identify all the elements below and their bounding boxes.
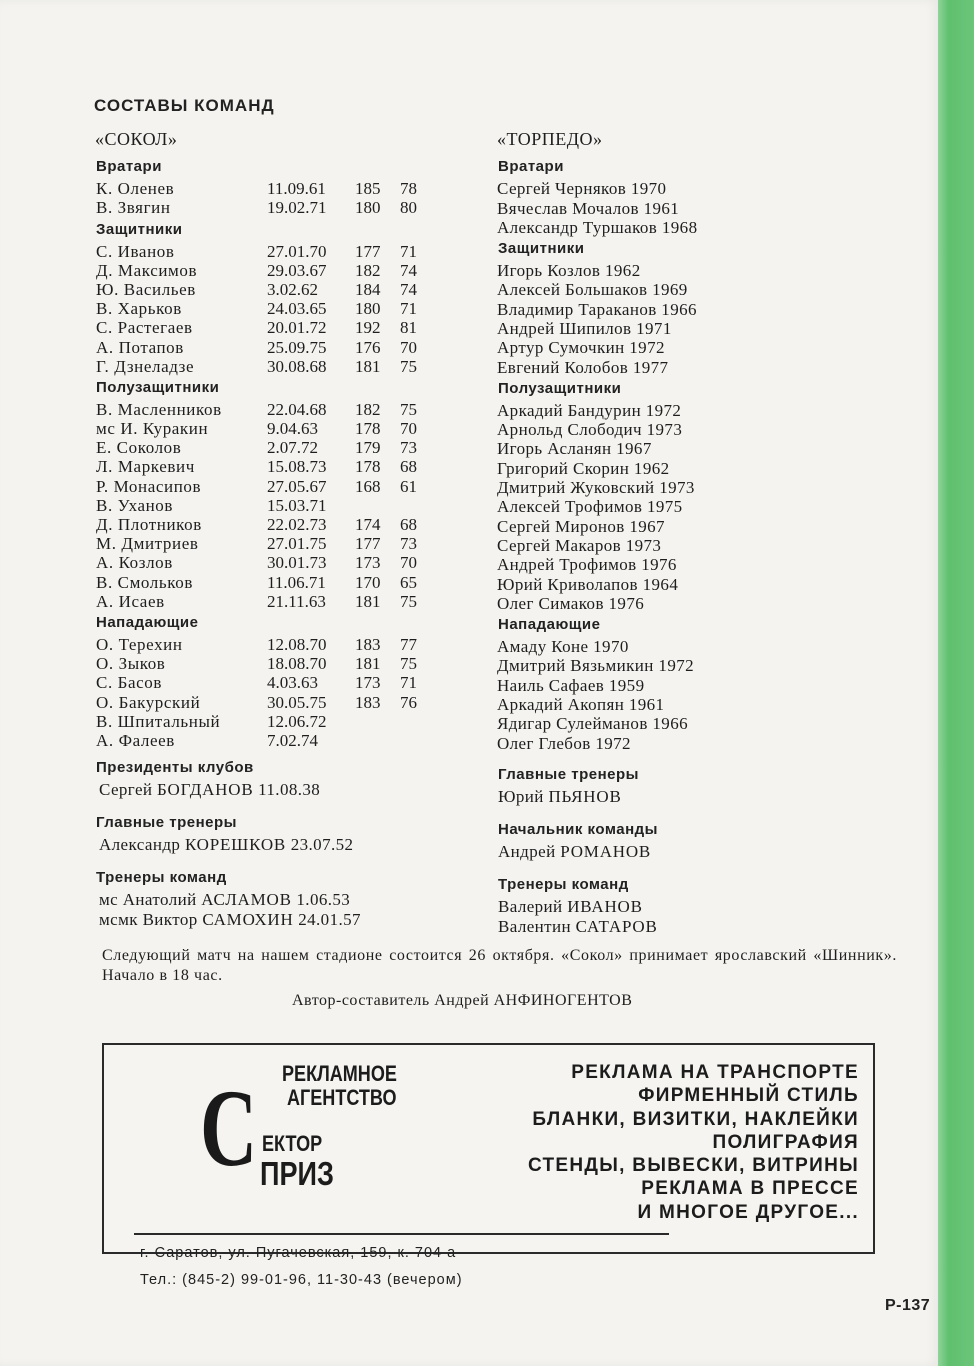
staff-last-name: ИВАНОВ (567, 897, 643, 917)
player-birthdate: 11.06.71 (267, 572, 326, 592)
player-height: 173 (355, 553, 381, 573)
ad-phone: Тел.: (845-2) 99-01-96, 11-30-43 (вечером) (140, 1272, 463, 1288)
player-row: Андрей Трофимов 1976 (497, 555, 677, 575)
player-row: Андрей Шипилов 1971 (497, 318, 672, 338)
service-item: ФИРМЕННЫЙ СТИЛЬ (638, 1085, 859, 1107)
player-birthdate: 20.01.72 (267, 318, 327, 338)
player-row (95, 731, 455, 750)
player-birthdate: 2.07.72 (267, 438, 318, 458)
player-height: 176 (355, 337, 381, 357)
team-name-torpedo: «ТОРПЕДО» (497, 129, 603, 149)
forwards-list (95, 635, 455, 750)
head-coach-entry (498, 787, 877, 806)
player-row: Аркадий Акопян 1961 (497, 695, 665, 715)
president-entry (99, 780, 455, 799)
player-row: Артур Сумочкин 1972 (497, 338, 665, 358)
player-height: 178 (355, 419, 381, 439)
player-name: А. Фалеев (96, 730, 175, 750)
divider (134, 1233, 669, 1235)
player-weight: 76 (400, 692, 417, 712)
coach-entry (498, 897, 877, 916)
player-row: Сергей Миронов 1967 (497, 516, 665, 536)
player-birthdate: 12.06.72 (267, 711, 327, 731)
section-midfielders: Полузащитники (96, 378, 220, 396)
player-name: В. Смольков (96, 572, 193, 592)
player-row: Владимир Тараканов 1966 (497, 299, 697, 319)
player-row: Игорь Козлов 1962 (497, 261, 641, 281)
player-height: 183 (355, 634, 381, 654)
staff-last-name: ПЬЯНОВ (548, 786, 622, 806)
section-defenders: Защитники (498, 240, 585, 258)
section-team-chief: Начальник команды (498, 821, 658, 839)
section-presidents: Президенты клубов (96, 759, 254, 777)
player-weight: 75 (400, 356, 417, 376)
service-item: СТЕНДЫ, ВЫВЕСКИ, ВИТРИНЫ (527, 1155, 859, 1177)
player-birthdate: 27.05.67 (267, 476, 327, 496)
player-row (95, 592, 455, 611)
staff-first-name: Сергей (99, 780, 153, 800)
player-row (95, 438, 455, 457)
player-birthdate: 22.02.73 (267, 515, 327, 535)
player-row (95, 400, 455, 419)
player-birthdate: 30.05.75 (267, 692, 327, 712)
player-name: Д. Максимов (96, 260, 198, 280)
player-name: С. Растегаев (96, 318, 193, 338)
player-name: К. Оленев (96, 179, 175, 199)
player-name: В. Харьков (96, 299, 182, 319)
player-row: Евгений Колобов 1977 (497, 357, 669, 377)
player-weight: 70 (400, 419, 417, 439)
staff-first-name: мсмк Виктор (99, 909, 198, 929)
player-height: 192 (355, 318, 381, 338)
player-weight: 75 (400, 399, 417, 419)
player-birthdate: 24.03.65 (267, 299, 327, 319)
player-birthdate: 18.08.70 (267, 654, 327, 674)
player-name: А. Исаев (96, 591, 165, 611)
logo-text-line: АГЕНТСТВО (287, 1085, 397, 1110)
midfielders-list (497, 401, 877, 613)
midfielders-list (95, 400, 455, 611)
player-height: 180 (355, 198, 381, 218)
player-weight: 68 (400, 457, 417, 477)
player-row: Наиль Сафаев 1959 (497, 675, 645, 695)
player-height: 174 (355, 515, 381, 535)
player-birthdate: 30.08.68 (267, 356, 327, 376)
player-birthdate: 7.02.74 (267, 730, 318, 750)
service-item: РЕКЛАМА НА ТРАНСПОРТЕ (571, 1062, 859, 1083)
player-height: 185 (355, 179, 381, 199)
player-name: В. Шпитальный (96, 711, 221, 731)
page-code: Р-137 (885, 1297, 931, 1314)
player-name: Е. Соколов (96, 438, 182, 458)
player-row (95, 573, 455, 592)
section-head-coaches: Главные тренеры (96, 814, 237, 832)
sokol-column (95, 130, 455, 935)
player-name: В. Масленников (96, 399, 222, 419)
logo-text-line: ПРИЗ (260, 1155, 334, 1192)
staff-date: 24.01.57 (298, 909, 361, 929)
player-row (95, 553, 455, 572)
staff-first-name: Юрий (498, 786, 544, 806)
player-name: Ю. Васильев (96, 279, 196, 299)
staff-date: 1.06.53 (296, 890, 351, 910)
player-row: Амаду Коне 1970 (497, 637, 629, 657)
advertisement-box (102, 1043, 875, 1254)
defenders-list (497, 261, 877, 377)
staff-first-name: Андрей (498, 842, 556, 862)
player-row: Сергей Черняков 1970 (497, 179, 667, 199)
player-row: Олег Симаков 1976 (497, 593, 645, 613)
player-name: Г. Дзнеладзе (96, 356, 195, 376)
player-weight: 61 (400, 476, 417, 496)
player-row (95, 477, 455, 496)
player-name: В. Уханов (96, 495, 174, 515)
team-chief-entry (498, 842, 877, 861)
player-name: А. Козлов (96, 553, 173, 573)
player-weight: 80 (400, 198, 417, 218)
goalkeepers-list (95, 179, 455, 217)
section-head-coaches: Главные тренеры (498, 765, 639, 783)
player-birthdate: 9.04.63 (267, 419, 318, 439)
player-birthdate: 19.02.71 (267, 198, 327, 218)
player-height: 181 (355, 654, 381, 674)
player-birthdate: 29.03.67 (267, 260, 327, 280)
player-height: 170 (355, 572, 381, 592)
player-row (95, 635, 455, 654)
player-row: Аркадий Бандурин 1972 (497, 400, 682, 420)
player-name: С. Иванов (96, 241, 175, 261)
player-row: Александр Туршаков 1968 (497, 217, 698, 237)
player-weight: 77 (400, 634, 417, 654)
player-name: Л. Маркевич (96, 457, 195, 477)
player-row (95, 693, 455, 712)
player-name: С. Басов (96, 673, 163, 693)
player-height: 180 (355, 299, 381, 319)
player-row (95, 654, 455, 673)
player-row (95, 299, 455, 318)
goalkeepers-list (497, 179, 877, 237)
player-row: Дмитрий Вязьмикин 1972 (497, 656, 695, 676)
staff-date: 11.08.38 (258, 780, 321, 800)
player-row: Григорий Скорин 1962 (497, 458, 670, 478)
player-birthdate: 27.01.70 (267, 241, 327, 261)
player-birthdate: 15.08.73 (267, 457, 327, 477)
staff-last-name: САМОХИН (202, 909, 294, 929)
player-row (95, 712, 455, 731)
player-height: 182 (355, 399, 381, 419)
player-name: О. Зыков (96, 654, 166, 674)
coach-entry (99, 890, 455, 909)
player-row (95, 496, 455, 515)
player-weight: 78 (400, 179, 417, 199)
player-birthdate: 4.03.63 (267, 673, 318, 693)
team-name-sokol: «СОКОЛ» (95, 129, 178, 149)
section-goalkeepers: Вратари (498, 158, 564, 176)
player-birthdate: 3.02.62 (267, 279, 318, 299)
section-forwards: Нападающие (96, 613, 199, 631)
player-row: Дмитрий Жуковский 1973 (497, 478, 695, 498)
staff-date: 23.07.52 (290, 835, 354, 855)
player-row: Вячеслав Мочалов 1961 (497, 198, 680, 218)
player-row (95, 242, 455, 261)
player-birthdate: 15.03.71 (267, 495, 327, 515)
player-row: Олег Глебов 1972 (497, 733, 631, 753)
staff-last-name: РОМАНОВ (560, 842, 652, 862)
player-birthdate: 30.01.73 (267, 553, 327, 573)
player-birthdate: 25.09.75 (267, 337, 327, 357)
player-weight: 70 (400, 337, 417, 357)
player-weight: 68 (400, 515, 417, 535)
player-row (95, 357, 455, 376)
logo-text-line: ЕКТОР (262, 1131, 323, 1156)
player-height: 173 (355, 673, 381, 693)
staff-last-name: КОРЕШКОВ (184, 835, 287, 855)
player-height: 178 (355, 457, 381, 477)
staff-first-name: Валентин (498, 916, 571, 936)
service-item: РЕКЛАМА В ПРЕССЕ (641, 1178, 859, 1200)
player-weight: 81 (400, 318, 417, 338)
player-row (95, 261, 455, 280)
player-name: А. Потапов (96, 337, 184, 357)
player-row: Игорь Асланян 1967 (497, 439, 652, 459)
player-birthdate: 11.09.61 (267, 179, 326, 199)
player-weight: 73 (400, 534, 417, 554)
player-row: Алексей Большаков 1969 (497, 280, 688, 300)
player-row: Арнольд Слободич 1973 (497, 420, 683, 440)
staff-last-name: БОГДАНОВ (157, 780, 254, 800)
player-height: 182 (355, 260, 381, 280)
service-item: И МНОГОЕ ДРУГОЕ... (637, 1201, 859, 1223)
head-coach-entry (99, 835, 455, 854)
player-row (95, 673, 455, 692)
player-name: Д. Плотников (96, 515, 202, 535)
torpedo-column (497, 130, 877, 942)
player-row (95, 419, 455, 438)
player-row (95, 338, 455, 357)
player-row (95, 280, 455, 299)
player-row: Юрий Криволапов 1964 (497, 574, 679, 594)
player-birthdate: 27.01.75 (267, 534, 327, 554)
player-name: О. Терехин (96, 634, 183, 654)
staff-first-name: мс Анатолий (99, 890, 197, 910)
page-title: СОСТАВЫ КОМАНД (94, 96, 275, 115)
player-name: В. Звягин (96, 198, 171, 218)
player-height: 181 (355, 356, 381, 376)
section-forwards: Нападающие (498, 616, 601, 634)
player-weight: 73 (400, 438, 417, 458)
section-defenders: Защитники (96, 220, 183, 238)
player-weight: 71 (400, 673, 417, 693)
section-goalkeepers: Вратари (96, 158, 162, 176)
staff-first-name: Александр (99, 835, 181, 855)
player-weight: 70 (400, 553, 417, 573)
player-weight: 65 (400, 572, 417, 592)
player-height: 179 (355, 438, 381, 458)
player-row: Ядигар Сулейманов 1966 (497, 714, 689, 734)
player-weight: 71 (400, 299, 417, 319)
green-edge-strip (938, 0, 974, 1366)
player-name: О. Бакурский (96, 692, 201, 712)
services-list (528, 1061, 859, 1224)
service-item: БЛАНКИ, ВИЗИТКИ, НАКЛЕЙКИ (532, 1108, 859, 1130)
next-match-note: Следующий матч на нашем стадионе состоится 26 октября. «Сокол» принимает ярославский «Шинник». Начало в 18 час. (102, 947, 897, 984)
service-item: ПОЛИГРАФИЯ (712, 1131, 859, 1153)
logo-letter-c: С (200, 1067, 258, 1189)
player-birthdate: 21.11.63 (267, 591, 326, 611)
staff-first-name: Валерий (498, 897, 563, 917)
player-row (95, 457, 455, 476)
player-birthdate: 12.08.70 (267, 634, 327, 654)
staff-last-name: АСЛАМОВ (201, 890, 292, 910)
player-row: Алексей Трофимов 1975 (497, 497, 683, 517)
player-weight: 75 (400, 654, 417, 674)
section-coaches: Тренеры команд (96, 869, 227, 887)
section-midfielders: Полузащитники (498, 379, 622, 397)
logo-text-line: РЕКЛАМНОЕ (282, 1061, 397, 1086)
player-height: 177 (355, 534, 381, 554)
player-name: М. Дмитриев (96, 534, 199, 554)
player-row (95, 179, 455, 198)
player-height: 184 (355, 279, 381, 299)
player-weight: 74 (400, 279, 417, 299)
player-height: 181 (355, 591, 381, 611)
staff-last-name: САТАРОВ (575, 916, 658, 936)
player-weight: 74 (400, 260, 417, 280)
coach-entry (99, 910, 455, 929)
player-row (95, 318, 455, 337)
coach-entry (498, 917, 877, 936)
player-birthdate: 22.04.68 (267, 399, 327, 419)
player-height: 177 (355, 241, 381, 261)
player-weight: 75 (400, 591, 417, 611)
player-name: Р. Монасипов (96, 476, 202, 496)
defenders-list (95, 242, 455, 376)
player-row (95, 534, 455, 553)
player-height: 183 (355, 692, 381, 712)
forwards-list (497, 637, 877, 753)
player-height: 168 (355, 476, 381, 496)
author-credit: Автор-составитель Андрей АНФИНОГЕНТОВ (292, 992, 633, 1009)
player-row (95, 515, 455, 534)
player-row: Сергей Макаров 1973 (497, 535, 662, 555)
player-row (95, 198, 455, 217)
section-coaches: Тренеры команд (498, 876, 629, 894)
ad-address: г. Саратов, ул. Пугачевская, 159, к. 704 а (140, 1245, 457, 1261)
player-name: мс И. Куракин (96, 419, 209, 439)
player-weight: 71 (400, 241, 417, 261)
